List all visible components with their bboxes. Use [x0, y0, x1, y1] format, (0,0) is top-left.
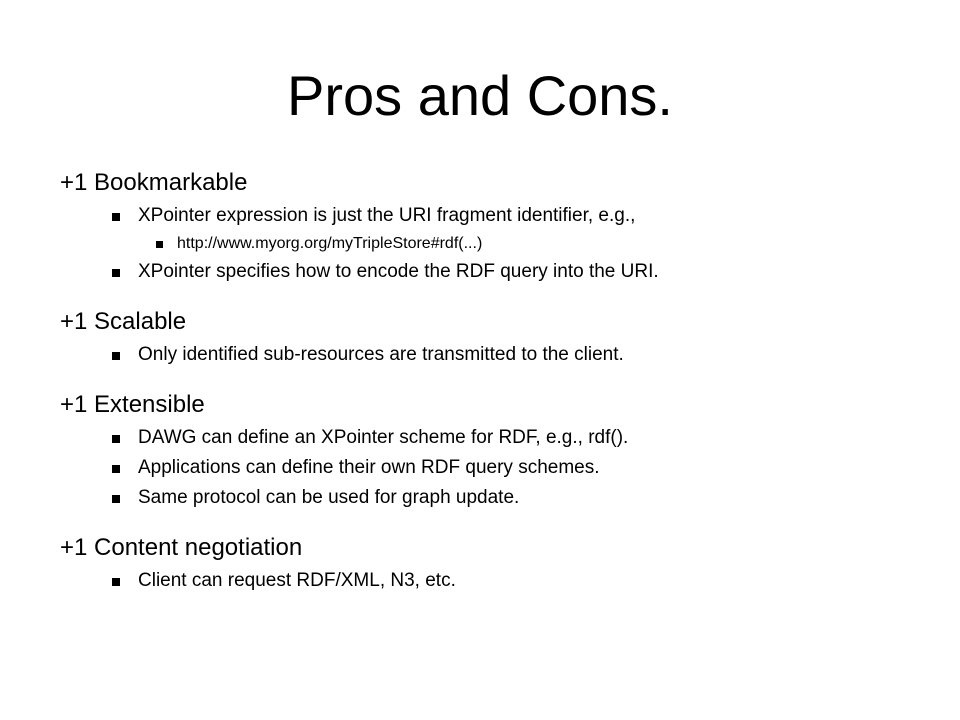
- section-heading: +1 Content negotiation: [60, 534, 303, 561]
- bullet-item: [60, 423, 920, 453]
- bullet-item: [60, 483, 920, 513]
- section-heading: +1 Bookmarkable: [60, 169, 248, 196]
- bullet-item: [60, 340, 920, 370]
- square-bullet-icon: [112, 269, 120, 277]
- square-bullet-icon: [112, 352, 120, 360]
- section-bookmarkable: [60, 165, 920, 287]
- bullet-text: DAWG can define an XPointer scheme for RDF, e.g., rdf().: [138, 427, 629, 448]
- bullet-text: http://www.myorg.org/myTripleStore#rdf(...): [177, 235, 483, 252]
- bullet-text: XPointer expression is just the URI fragment identifier, e.g.,: [138, 205, 636, 226]
- bullet-item: [60, 453, 920, 483]
- section-heading: +1 Extensible: [60, 391, 205, 418]
- slide-title: Pros and Cons.: [287, 64, 673, 127]
- section-extensible: [60, 387, 920, 513]
- sub-bullet-item: [60, 231, 920, 257]
- bullet-text: Client can request RDF/XML, N3, etc.: [138, 570, 456, 591]
- square-bullet-icon: [112, 465, 120, 473]
- square-bullet-icon: [112, 213, 120, 221]
- square-bullet-icon: [112, 578, 120, 586]
- bullet-text: Same protocol can be used for graph update.: [138, 487, 520, 508]
- bullet-text: Applications can define their own RDF query schemes.: [138, 457, 600, 478]
- bullet-item: [60, 257, 920, 287]
- square-bullet-icon: [112, 435, 120, 443]
- section-scalable: [60, 304, 920, 370]
- slide-content: [60, 165, 920, 613]
- section-heading: +1 Scalable: [60, 308, 187, 335]
- bullet-text: XPointer specifies how to encode the RDF query into the URI.: [138, 261, 659, 282]
- section-content-negotiation: [60, 530, 920, 596]
- square-bullet-icon: [156, 241, 163, 248]
- square-bullet-icon: [112, 495, 120, 503]
- bullet-text: Only identified sub-resources are transmitted to the client.: [138, 344, 624, 365]
- bullet-item: [60, 201, 920, 231]
- bullet-item: [60, 566, 920, 596]
